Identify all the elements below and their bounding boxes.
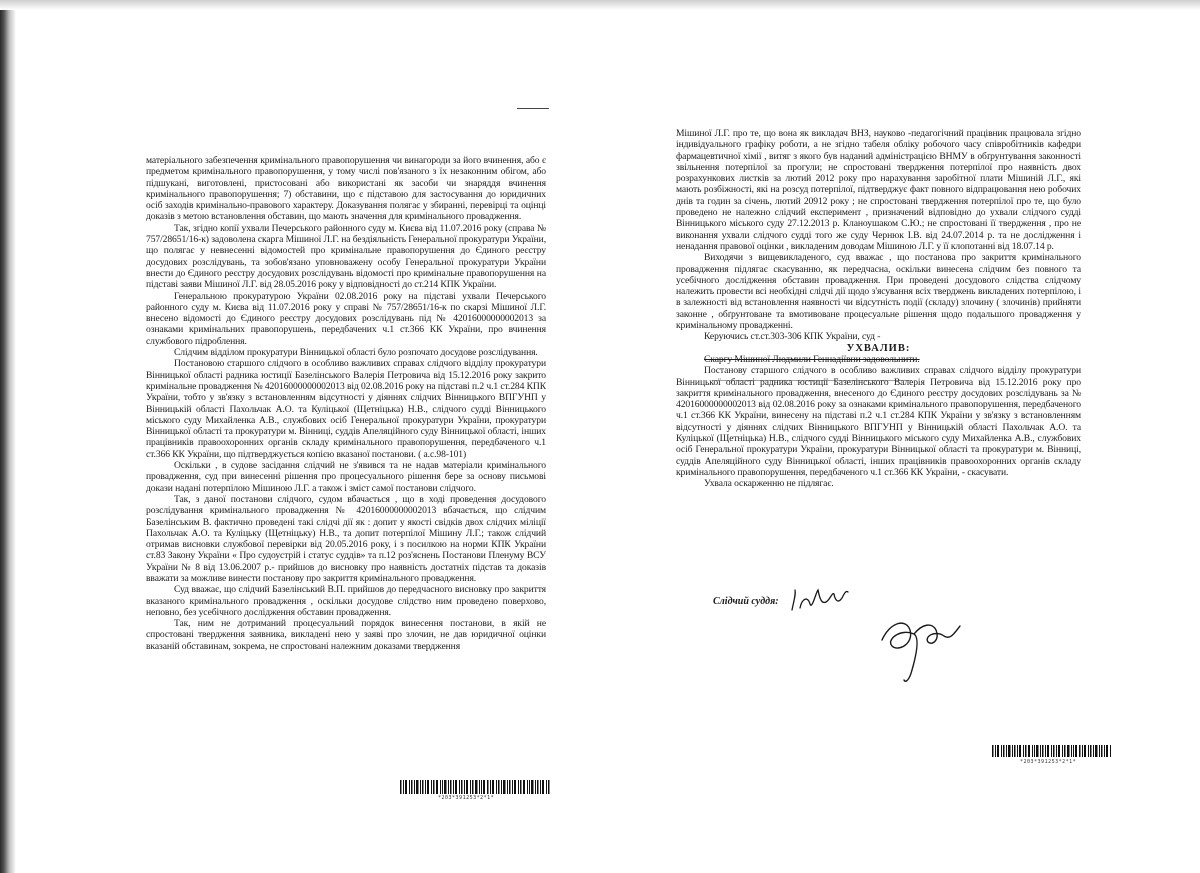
- right-page-text: [676, 128, 1081, 490]
- left-page-text: [146, 155, 546, 652]
- scan-shadow-left: [0, 0, 16, 873]
- signature-label: Слідчий суддя:: [713, 596, 779, 607]
- right-paragraph-1: Мішиної Л.Г. про те, що вона як викладач ВНЗ, науково -педагогічний працівник працювала згідно індивідуального графіку роботи, а не згідно табеля обліку робочого часу співробітників кафедри фармацевтичної хімії , витяг з якого був наданий адміністрацією ВНМУ в обґрунтування законності звільнення потерпілої за прогули; не спростовані твердження потерпілої про наявність двох розрахункових листків за лютий 2012 року про нарахування заробітної плати Мішиній Л.Г., які мають розбіжності, які на розсуд потерпілої, підтверджує факт повного відпрацювання нею робочих днів та годин за січень, лютий 20912 року ; не спростовані твердження потерпілої про те, що було проведено не належно слідчий експеримент , призначений відповідно до ухвали слідчого судді Вінницького міського суду 27.12.2013 р. Кланоушаком С.Ю.; не спростовані її твердження , про не виконання ухвали слідчого судді того же суду Чернюк І.В. від 24.07.2014 р. та не дослідження і ненадання правової оцінки , викладеним доводам Мішиною Л.Г. у її клопотанні від 18.07.14 р.: [676, 128, 1081, 252]
- left-barcode: [400, 780, 550, 794]
- judge-signature: [870, 600, 970, 690]
- right-barcode-caption: *203*391253*2*1*: [1020, 759, 1077, 765]
- left-paragraph-3: Генеральною прокуратурою України 02.08.2016 року на підставі ухвали Печерського районного суду м. Києва від 11.07.2016 року у справі № 757/28651/16-к по скарзі Мішиної Л.Г. внесено відомості до Єдиного реєстру досудових розслідувань під № 42016000000002013 за ознаками кримінальних правопорушень, передбачених ч.1 ст.366 КК України, про вчинення службового підроблення.: [146, 290, 546, 347]
- left-paragraph-7: Так, з даної постанови слідчого, судом вбачається , що в ході проведення досудового розслідування кримінального провадження № 42016000000002013 вбачається, що слідчим Базелінським В. фактично проведені такі слідчі дії як : допит у якості свідків двох слідчих міліції Пахольчак А.О. та Куліцьку (Щетніцьку) Н.В., та допит потерпілої Мішину Л.Г.; також слідчий отримав висновки службової перевірки від 20.05.2016 року, і з посилкою на норми КПК України ст.83 Закону України « Про судоустрій і статус суддів» та п.12 роз'яснень Постанови Пленуму ВСУ України № 8 від 13.06.2007 р.- прийшов до висновку про наявність достатніх підстав та доказів вважати за можливе винести постанову про закриття кримінального провадження.: [146, 493, 546, 584]
- left-paragraph-6: Оскільки , в судове засідання слідчий не з'явився та не надав матеріали кримінального провадження, суд при винесенні рішення про процесуального рішення бере за основу письмові докази надані потерпілою Мішиною Л.Г. а також і зміст самої постанови слідчого.: [146, 460, 546, 494]
- left-paragraph-5: Постановою старшого слідчого в особливо важливих справах слідчого відділу прокуратури Вінницької області радника юстиції Базелінського Валерія Петровича від 15.12.2016 року закрито кримінальне провадження № 42016000000002013 від 02.08.2016 року на підставі п.2 ч.1 ст.284 КПК України, тобто у зв'язку з встановленням відсутності у діяннях слідчих Вінницького ВПГУНП у Вінницькій області Пахольчак А.О. та Куліцької (Щетніцька) Н.В., слідчого судді Вінницького міського суду Михайленка А.В., службових осіб Генеральної прокуратури України, прокуратури Вінницької області та прокуратури м. Вінниці, суддів Апеляційного суду Вінницької області, інших працівників правоохоронних органів складу кримінального правопорушення, передбаченого ч.1 ст.366 КК України, що підтверджується копією вказаної постанови. ( а.с.98-101): [146, 358, 547, 460]
- right-paragraph-4: Постанову старшого слідчого в особливо важливих справах слідчого відділу прокуратури Вінницької області радника юстиції Базелінського Валерія Петровича від 15.12.2016 року про закриття кримінального провадження, внесеного до Єдиного реєстру досудових розслідувань за № 42016000000002013 від 02.08.2016 року за ознаками кримінального правопорушення, передбаченого ч.1 ст.366 КК України, винесену на підставі п.2 ч.1 ст.284 КПК України у зв'язку з встановленням відсутності у діяннях слідчих Вінницького ВПГУНП у Вінницькій області Пахольчак А.О. та Куліцької (Щетніцька) Н.В., слідчого судді Вінницького міського суду Михайленка А.В., службових осіб Генеральної прокуратури України, прокуратури Вінницької області та прокуратури м. Вінниці, суддів Апеляційного суду Вінницької області, інших працівників правоохоронних органів складу кримінального правопорушення, передбаченого ч.1 ст.366 КК України, - скасувати.: [676, 365, 1081, 478]
- handwritten-initials: [788, 580, 858, 620]
- left-barcode-caption: *203*391253*2*1*: [438, 795, 495, 801]
- right-paragraph-2: Виходячи з вищевикладеного, суд вважає , що постанова про закриття кримінального провадження підлягає скасуванню, як передчасна, оскільки винесена слідчим без повного та усебічного дослідження обставин провадження. При проведені досудового слідства слідчому належить провести всі необхідні слідчі дії щодо з'ясування всіх тверджень викладених потерпілою, і в залежності від встановлення наявності чи відсутність події (складу) злочину ( злочинів) прийняти законне , обґрунтоване та вмотивоване процесуальне рішення щодо подальшого провадження у кримінальному провадженні.: [676, 252, 1081, 332]
- page-top-rule: [517, 108, 549, 109]
- left-paragraph-1: матеріального забезпечення кримінального правопорушення чи винагороди за його вчинення, або є предметом кримінального правопорушення, у тому числі пов'язаного з їх незаконним обігом, або підшукані, виготовлені, пристосовані або використані як засоби чи знаряддя вчинення кримінального правопорушення; 7) обставини, що є підставою для застосування до юридичних осіб заходів кримінально-правового характеру. Доказування полягає у збиранні, перевірці та оцінці доказів з метою встановлення обставин, що мають значення для кримінального провадження.: [146, 155, 546, 223]
- right-barcode: [992, 745, 1112, 757]
- right-paragraph-5: Ухвала оскарженню не підлягає.: [704, 478, 834, 490]
- right-paragraph-3: Керуючись ст.ст.303-306 КПК України, суд -: [704, 331, 881, 343]
- left-paragraph-4: Слідчим відділом прокуратури Вінницької області було розпочато досудове розслідування.: [174, 347, 538, 359]
- left-paragraph-2: Так, згідно копії ухвали Печерського районного суду м. Києва від 11.07.2016 року (справа № 757/28651/16-к) задоволена скарга Мішиної Л.Г. на бездіяльність Генеральної прокуратури України, що полягає у невнесенні відомостей про кримінальне правопорушення до Єдиного реєстру досудових розслідувань, та зобов'язано уповноважену особу Генеральної прокуратури України внести до Єдиного реєстру досудових розслідувань відомості про кримінальне правопорушення на підставі заяви Мішиної Л.Г. від 28.05.2016 року у відповідності до ст.214 КПК України.: [146, 222, 546, 291]
- scan-shadow-top: [0, 0, 1200, 10]
- left-paragraph-8: Суд вважає, що слідчий Базелінський В.П. прийшов до передчасного висновку про закриття вказаного кримінального провадження , оскільки досудове слідство ним проведено поверхово, неповно, без усебічного дослідження обставин провадження.: [146, 584, 546, 618]
- ruling-heading: УХВАЛИВ:: [846, 342, 911, 354]
- struck-line: Скаргу Мішиної Людмили Геннадіївни задовольнити.: [704, 353, 920, 365]
- left-paragraph-9: Так, ним не дотриманий процесуальний порядок винесення постанови, в якій не спростовані твердження заявника, викладені нею у заяві про злочин, не дав юридичної оцінки вказаній обставинам, зокрема, не спростовані належним доказами твердження: [146, 618, 546, 652]
